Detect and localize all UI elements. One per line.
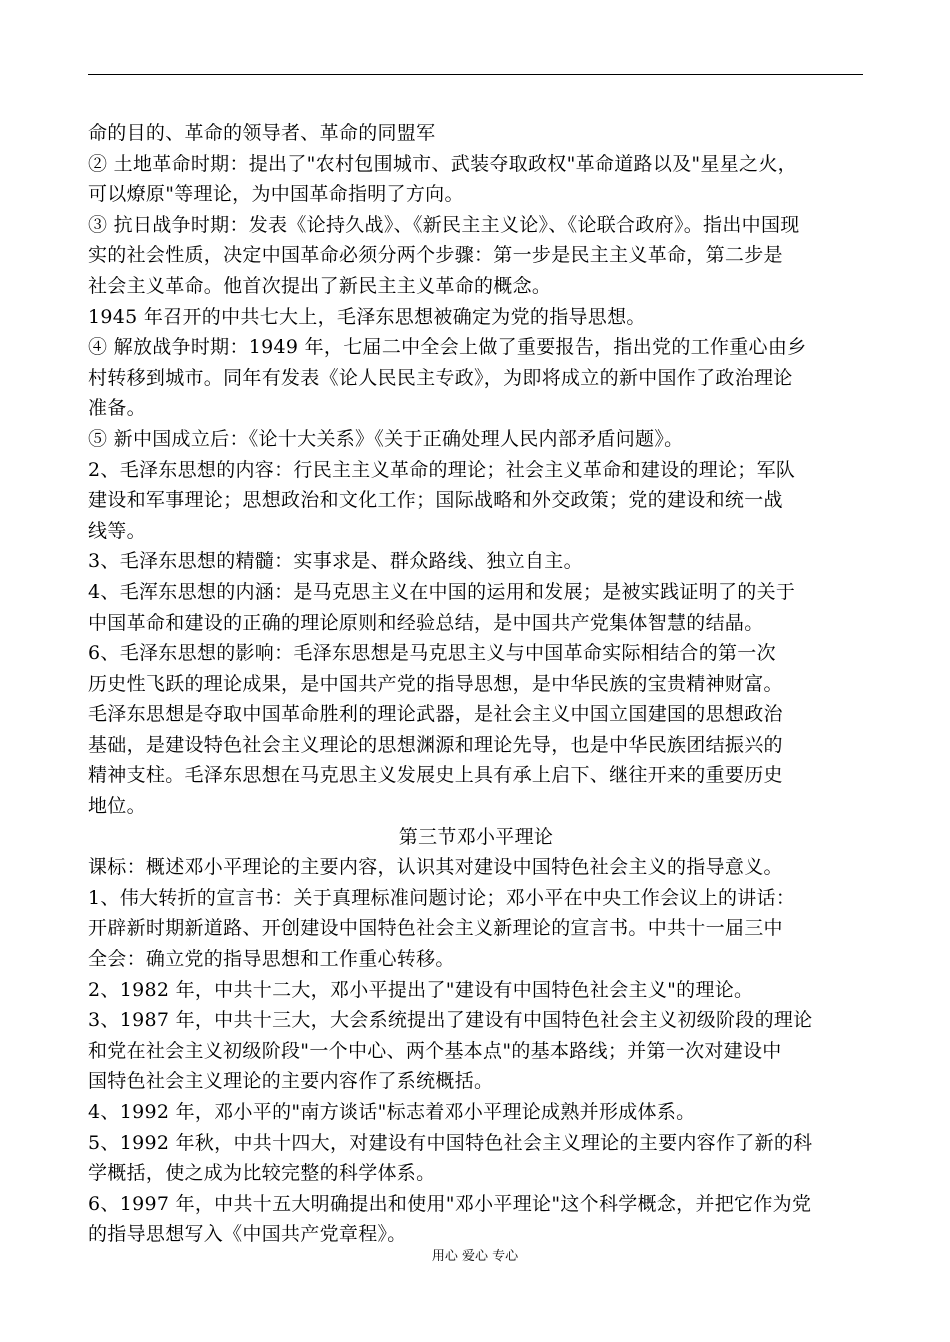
text-line: 基础，是建设特色社会主义理论的思想渊源和理论先导，也是中华民族团结振兴的 [88, 733, 783, 756]
page-footer: 用心 爱心 专心 [431, 1249, 519, 1264]
text-line: 1945 年召开的中共七大上，毛泽东思想被确定为党的指导思想。 [88, 305, 646, 328]
text-line: 4、毛浑东思想的内涵：是马克思主义在中国的运用和发展；是被实践证明了的关于 [88, 580, 796, 603]
text-line: 3、毛泽东思想的精髓：实事求是、群众路线、独立自主。 [88, 550, 583, 573]
text-line: 课标：概述邓小平理论的主要内容，认识其对建设中国特色社会主义的指导意义。 [88, 856, 783, 879]
text-line: 全会：确立党的指导思想和工作重心转移。 [88, 948, 455, 971]
text-line: 村转移到城市。同年有发表《论人民民主专政》，为即将成立的新中国作了政治理论 [88, 366, 793, 389]
text-line: 6、毛泽东思想的影响：毛泽东思想是马克思主义与中国革命实际相结合的第一次 [88, 642, 776, 665]
text-line: 的指导思想写入《中国共产党章程》。 [88, 1223, 407, 1246]
header-rule [88, 74, 863, 75]
text-line: 实的社会性质，决定中国革命必须分两个步骤：第一步是民主主义革命，第二步是 [88, 244, 783, 267]
text-line: ③ 抗日战争时期：发表《论持久战》、《新民主主义论》、《论联合政府》。指出中国现 [88, 213, 800, 236]
text-line: 国特色社会主义理论的主要内容作了系统概括。 [88, 1070, 494, 1093]
text-line: 2、1982 年，中共十二大，邓小平提出了"建设有中国特色社会主义"的理论。 [88, 978, 754, 1001]
text-line: 学概括，使之成为比较完整的科学体系。 [88, 1162, 436, 1185]
text-line: 建设和军事理论；思想政治和文化工作；国际战略和外交政策；党的建设和统一战 [88, 489, 783, 512]
text-line: 准备。 [88, 397, 146, 420]
text-line: 3、1987 年，中共十三大，大会系统提出了建设有中国特色社会主义初级阶段的理论 [88, 1009, 813, 1032]
text-line: 中国革命和建设的正确的理论原则和经验总结，是中国共产党集体智慧的结晶。 [88, 611, 764, 634]
text-line: 地位。 [88, 795, 146, 818]
text-line: 和党在社会主义初级阶段"一个中心、两个基本点"的基本路线；并第一次对建设中 [88, 1039, 782, 1062]
text-line: 2、毛泽东思想的内容：行民主主义革命的理论；社会主义革命和建设的理论；军队 [88, 458, 796, 481]
text-line: 社会主义革命。他首次提出了新民主主义革命的概念。 [88, 274, 552, 297]
text-line: ④ 解放战争时期：1949 年，七届二中全会上做了重要报告，指出党的工作重心由乡 [88, 336, 807, 359]
text-line: 6、1997 年，中共十五大明确提出和使用"邓小平理论"这个科学概念，并把它作为党 [88, 1192, 812, 1215]
text-line: 4、1992 年，邓小平的"南方谈话"标志着邓小平理论成熟并形成体系。 [88, 1101, 696, 1123]
text-line: 5、1992 年秋，中共十四大，对建设有中国特色社会主义理论的主要内容作了新的科 [88, 1131, 813, 1154]
text-line: 可以燎原"等理论，为中国革命指明了方向。 [88, 183, 464, 206]
text-line: 开辟新时期新道路、开创建设中国特色社会主义新理论的宣言书。中共十一届三中 [88, 917, 783, 940]
text-line: 1、伟大转折的宣言书：关于真理标准问题讨论；邓小平在中央工作会议上的讲话： [88, 886, 796, 909]
document-body [88, 118, 864, 1250]
text-line: ⑤ 新中国成立后：《论十大关系》《关于正确处理人民内部矛盾问题》。 [88, 427, 684, 450]
text-line: 历史性飞跃的理论成果，是中国共产党的指导思想，是中华民族的宝贵精神财富。 [88, 672, 783, 695]
section-heading: 第三节邓小平理论 [398, 825, 554, 848]
text-line: 精神支柱。毛泽东思想在马克思主义发展史上具有承上启下、继往开来的重要历史 [88, 764, 783, 787]
text-line: ② 土地革命时期：提出了"农村包围城市、武装夺取政权"革命道路以及"星星之火， [88, 152, 797, 175]
text-line: 命的目的、革命的领导者、革命的同盟军 [88, 122, 436, 144]
text-line: 毛泽东思想是夺取中国革命胜利的理论武器，是社会主义中国立国建国的思想政治 [88, 703, 783, 726]
text-line: 线等。 [88, 519, 146, 542]
